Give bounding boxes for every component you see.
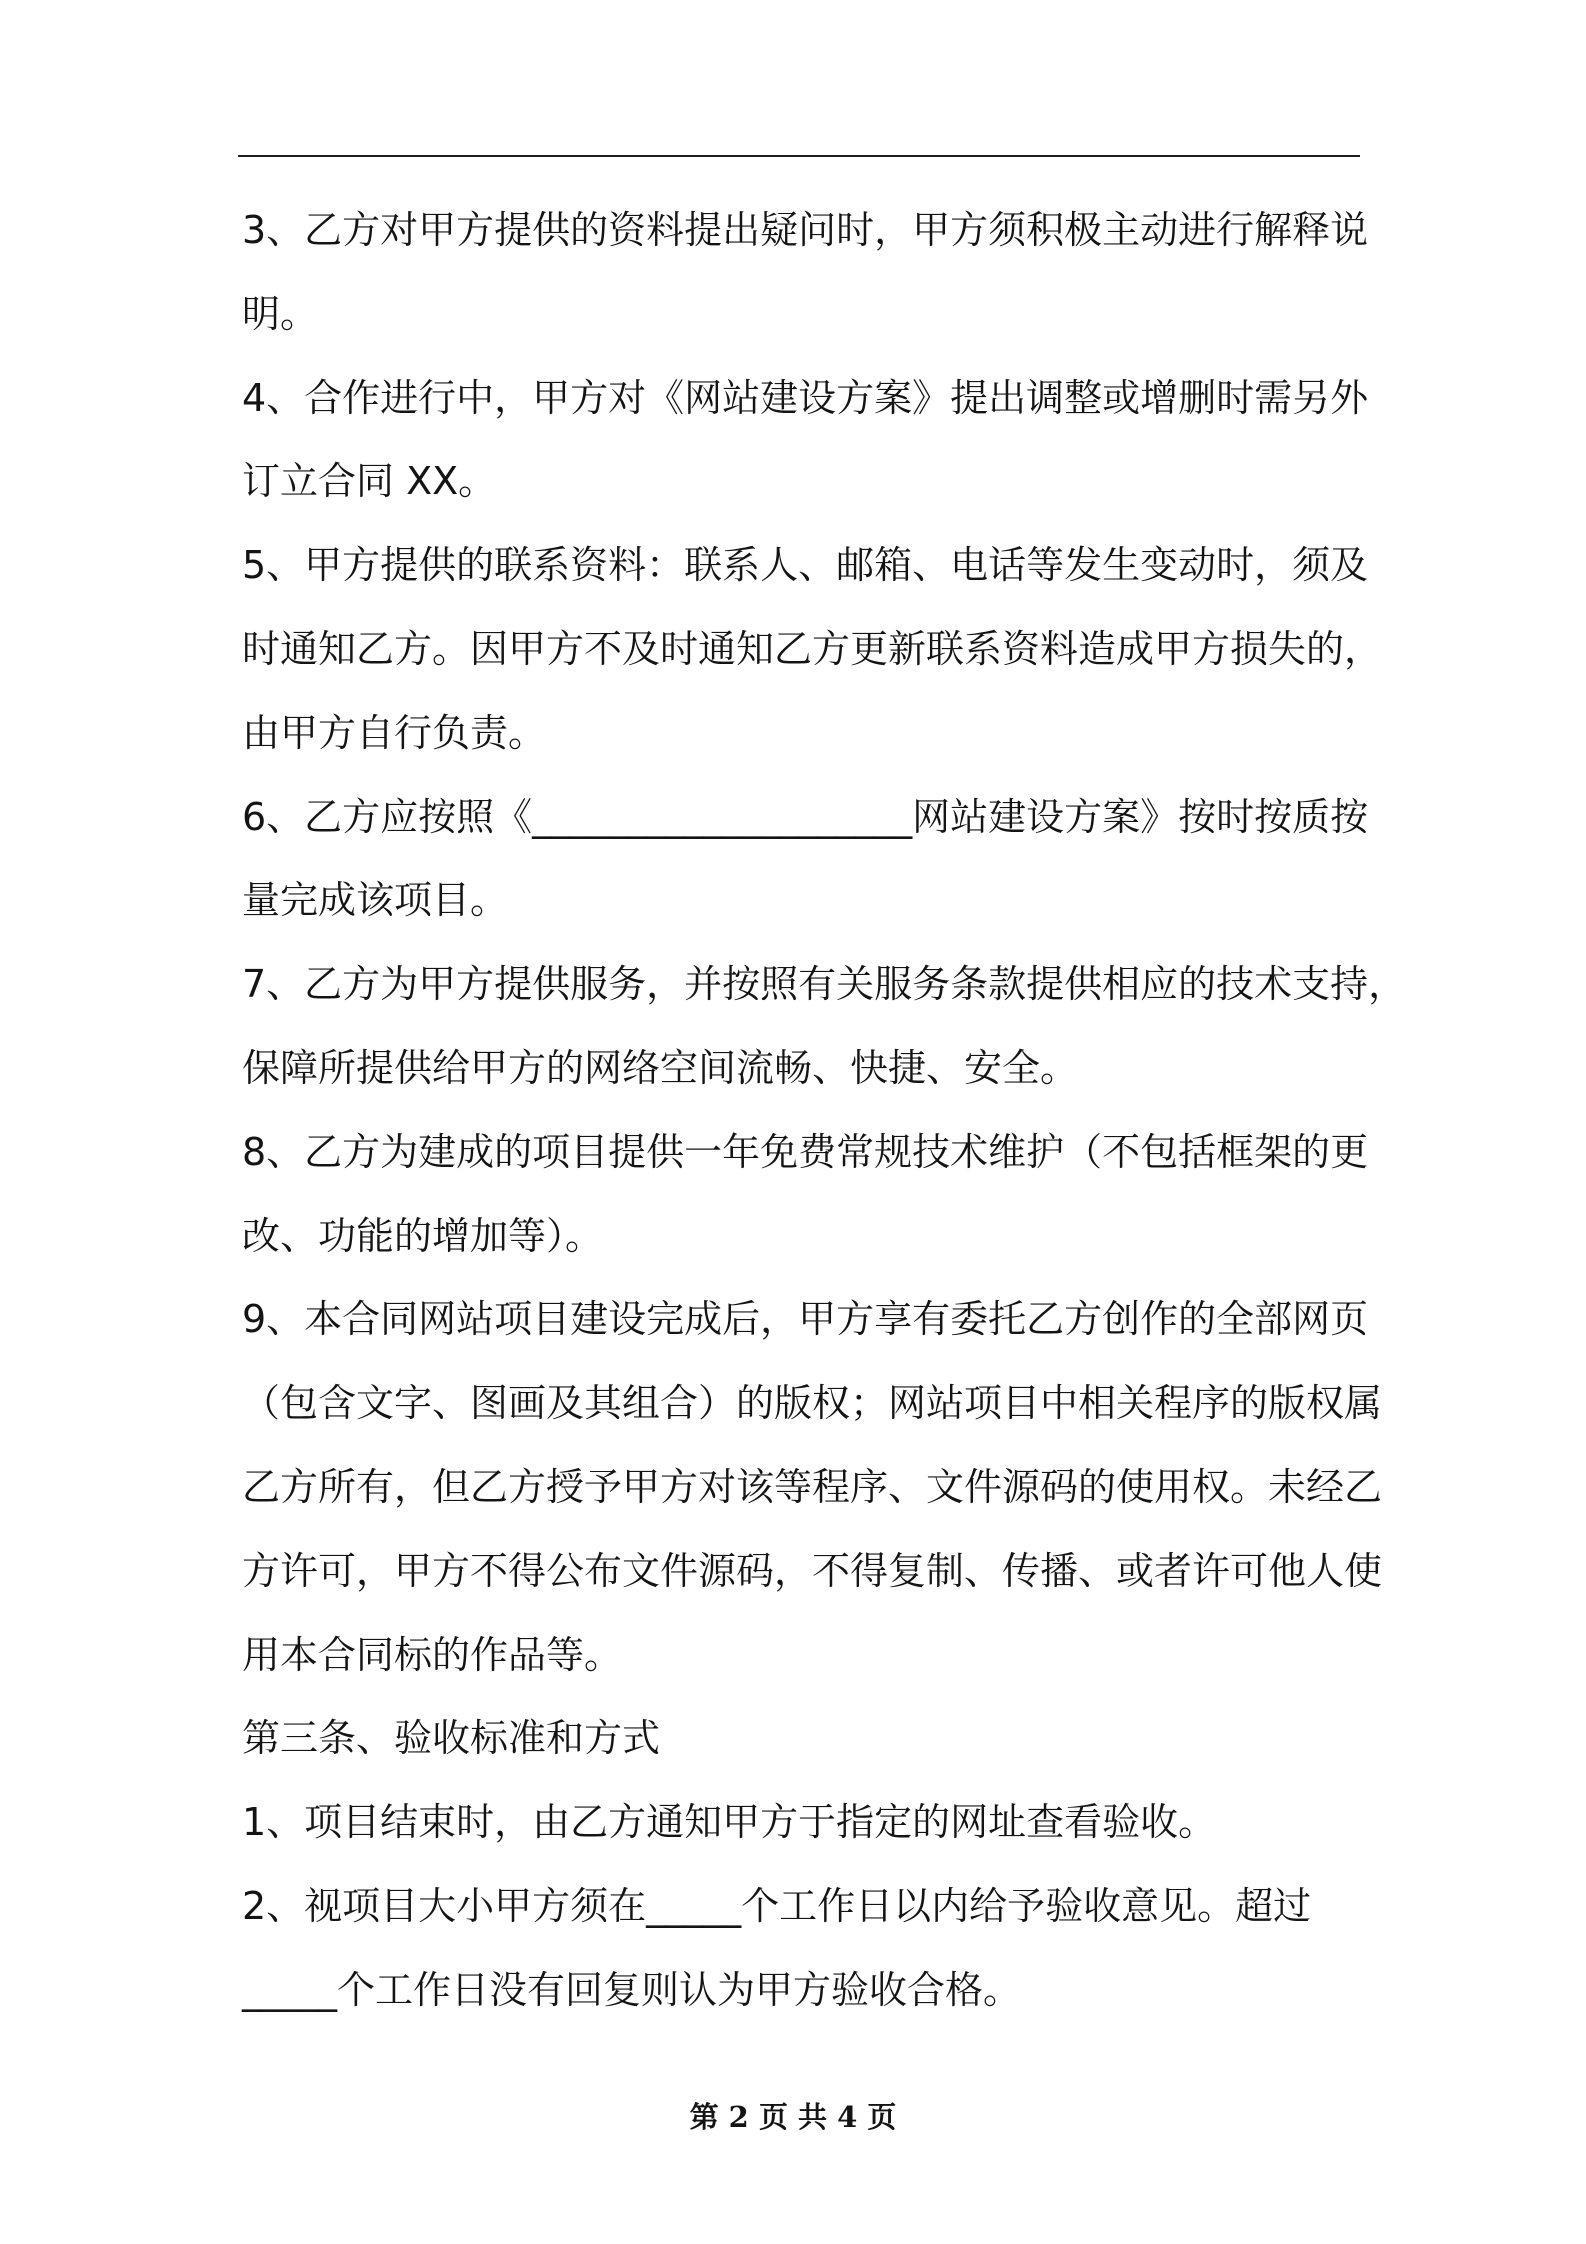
text-line: 2、视项目大小甲方须在_____个工作日以内给予验收意见。超过 — [242, 1883, 1312, 1928]
text-line: 订立合同 XX。 — [242, 459, 497, 504]
clause-5 — [242, 524, 1382, 775]
text-line: 9、本合同网站项目建设完成后，甲方享有委托乙方创作的全部网页 — [242, 1297, 1369, 1342]
document-body — [242, 189, 1407, 2033]
text-line: 用本合同标的作品等。 — [242, 1632, 623, 1677]
header-divider — [238, 155, 1360, 157]
page-number-footer: 第 2 页 共 4 页 — [689, 2100, 897, 2134]
text-line: 由甲方自行负责。 — [242, 710, 547, 755]
text-line: （包含文字、图画及其组合）的版权；网站项目中相关程序的版权属 — [242, 1381, 1383, 1426]
text-line: 乙方所有，但乙方授予甲方对该等程序、文件源码的使用权。未经乙 — [242, 1464, 1383, 1509]
section-title: 第三条、验收标准和方式 — [242, 1716, 661, 1761]
clause-8 — [242, 1111, 1382, 1279]
text-line: 3、乙方对甲方提供的资料提出疑问时，甲方须积极主动进行解释说 — [242, 208, 1369, 252]
text-line: 8、乙方为建成的项目提供一年免费常规技术维护（不包括框架的更 — [242, 1129, 1369, 1174]
clause-3 — [242, 189, 1382, 357]
text-line: 1、项目结束时，由乙方通知甲方于指定的网址查看验收。 — [242, 1800, 1217, 1845]
section-heading — [242, 1697, 1382, 1781]
text-line: 时通知乙方。因甲方不及时通知乙方更新联系资料造成甲方损失的， — [242, 626, 1383, 671]
text-line: 4、合作进行中，甲方对《网站建设方案》提出调整或增删时需另外 — [242, 375, 1369, 420]
acceptance-clause-2 — [242, 1865, 1382, 2033]
clause-9 — [242, 1278, 1382, 1697]
text-line: 明。 — [242, 291, 319, 336]
text-line: 方许可，甲方不得公布文件源码，不得复制、传播、或者许可他人使 — [242, 1548, 1383, 1593]
acceptance-clause-1 — [242, 1781, 1382, 1865]
text-line: 量完成该项目。 — [242, 878, 509, 923]
clause-4 — [242, 357, 1382, 525]
text-line: _____个工作日没有回复则认为甲方验收合格。 — [242, 1967, 1022, 2012]
clause-6 — [242, 776, 1382, 944]
text-line: 6、乙方应按照《____________________网站建设方案》按时按质按 — [242, 794, 1369, 839]
text-line: 保障所提供给甲方的网络空间流畅、快捷、安全。 — [242, 1045, 1079, 1090]
text-line: 5、甲方提供的联系资料：联系人、邮箱、电话等发生变动时，须及 — [242, 543, 1369, 588]
text-line: 改、功能的增加等）。 — [242, 1213, 604, 1258]
text-line: 7、乙方为甲方提供服务，并按照有关服务条款提供相应的技术支持， — [242, 962, 1407, 1007]
clause-7 — [242, 943, 1407, 1111]
